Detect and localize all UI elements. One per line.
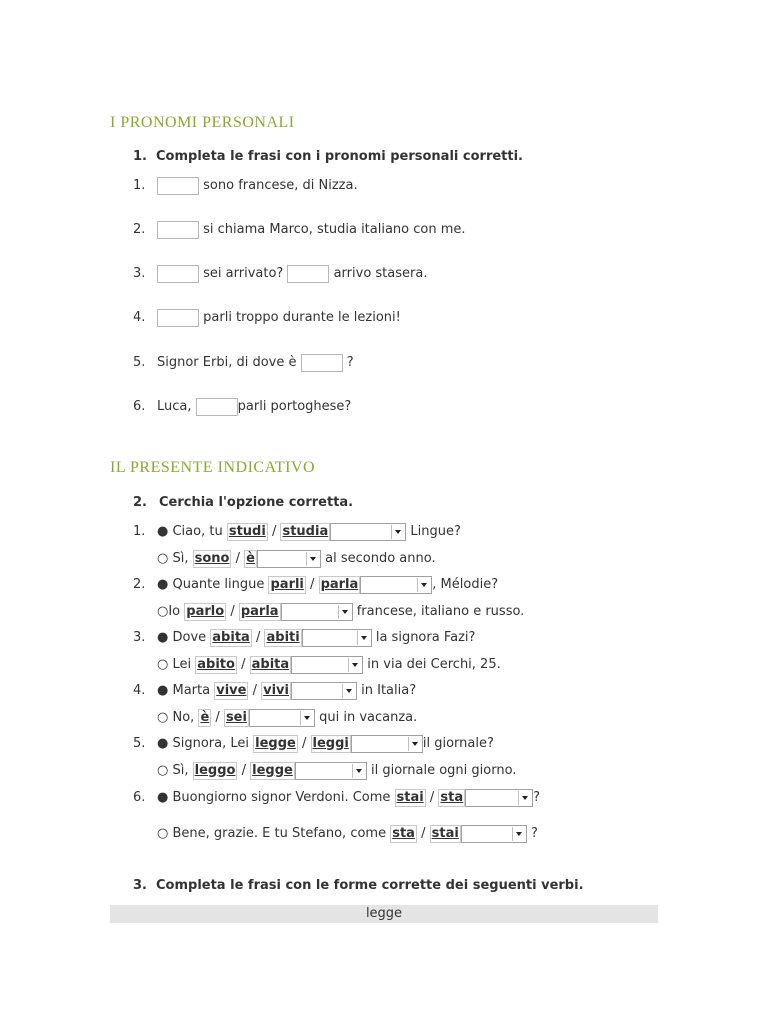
sentence-text: parli portoghese? — [237, 399, 352, 414]
option-b[interactable]: leggi — [312, 735, 349, 751]
verbs-bar: legge — [110, 905, 658, 923]
sentence-text: ○ Bene, grazie. E tu Stefano, come — [157, 826, 387, 841]
sentence-text: sei arrivato? — [203, 266, 284, 281]
option-a[interactable]: parlo — [186, 603, 225, 619]
item-number: 1. — [133, 524, 146, 539]
slash: / — [215, 710, 220, 725]
chevron-down-icon — [518, 791, 531, 805]
answer-input[interactable] — [157, 221, 199, 239]
sentence-text: parli troppo durante le lezioni! — [203, 310, 401, 325]
answer-dropdown[interactable] — [351, 735, 423, 753]
item-number: 5. — [133, 736, 146, 751]
option-a[interactable]: legge — [255, 735, 296, 751]
option-b[interactable]: legge — [252, 762, 293, 778]
option-b[interactable]: è — [246, 550, 255, 566]
option-a[interactable]: studi — [228, 523, 266, 539]
answer-dropdown[interactable] — [461, 825, 527, 843]
instruction-text: Completa le frasi con i pronomi personali corretti. — [156, 149, 523, 164]
sentence-text: ○ Sì, — [157, 763, 189, 778]
answer-input[interactable] — [157, 265, 199, 283]
sentence-text: arrivo stasera. — [333, 266, 428, 281]
sentence-text: Signor Erbi, di dove è — [157, 355, 297, 370]
chevron-down-icon — [352, 764, 365, 778]
option-b[interactable]: sta — [440, 789, 464, 805]
option-a[interactable]: parli — [270, 576, 304, 592]
answer-dropdown[interactable] — [330, 523, 406, 541]
sentence-text: si chiama Marco, studia italiano con me. — [203, 222, 466, 237]
slash: / — [252, 683, 257, 698]
option-a[interactable]: sta — [392, 825, 415, 841]
sentence-text: la signora Fazi? — [375, 630, 476, 645]
sentence-text: ○Io — [157, 604, 181, 619]
slash: / — [301, 736, 307, 751]
slash: / — [255, 630, 261, 645]
option-b[interactable]: vivi — [263, 682, 289, 698]
chevron-down-icon — [408, 737, 421, 751]
option-a[interactable]: sono — [194, 550, 230, 566]
answer-dropdown[interactable] — [465, 789, 533, 807]
sentence-text: ● Buongiorno signor Verdoni. Come — [157, 790, 391, 805]
answer-dropdown[interactable] — [295, 762, 367, 780]
item-number: 6. — [133, 399, 146, 414]
sentence-text: al secondo anno. — [325, 551, 436, 566]
sentence-text: ● Quante lingue — [157, 577, 265, 592]
item-number: 3. — [133, 630, 146, 645]
instruction-text: Completa le frasi con le forme corrette dei seguenti verbi. — [156, 878, 584, 893]
option-a[interactable]: vive — [216, 682, 247, 698]
answer-dropdown[interactable] — [291, 682, 357, 700]
sentence-text: ? — [530, 826, 538, 841]
exercise-3-instruction — [133, 878, 584, 893]
sentence-text: francese, italiano e russo. — [356, 604, 525, 619]
section-title-pronomi: I PRONOMI PERSONALI — [110, 114, 295, 131]
sentence-text: ○ No, — [157, 710, 195, 725]
chevron-down-icon — [512, 827, 525, 841]
option-b[interactable]: parla — [240, 603, 279, 619]
sentence-text: il giornale? — [422, 736, 494, 751]
answer-input[interactable] — [157, 309, 199, 327]
answer-dropdown[interactable] — [249, 709, 315, 727]
chevron-down-icon — [338, 605, 351, 619]
option-b[interactable]: studia — [282, 523, 329, 539]
option-b[interactable]: parla — [320, 576, 359, 592]
exercise-number: 3. — [133, 878, 147, 893]
slash: / — [421, 826, 426, 841]
exercise-2-instruction — [133, 495, 353, 510]
answer-dropdown[interactable] — [360, 576, 432, 594]
sentence-text: ? — [346, 355, 354, 370]
option-b[interactable]: sei — [225, 709, 247, 725]
instruction-text: Cerchia l'opzione corretta. — [159, 495, 354, 510]
sentence-text: ○ Lei — [157, 657, 192, 672]
slash: / — [429, 790, 435, 805]
chevron-down-icon — [342, 684, 355, 698]
sentence-text: il giornale ogni giorno. — [370, 763, 517, 778]
slash: / — [241, 657, 246, 672]
slash: / — [230, 604, 235, 619]
item-number: 1. — [133, 178, 146, 193]
answer-input[interactable] — [301, 354, 343, 372]
chevron-down-icon — [306, 552, 319, 566]
chevron-down-icon — [348, 658, 361, 672]
sentence-text: ● Dove — [157, 630, 207, 645]
item-number: 2. — [133, 222, 146, 237]
sentence-text: ● Marta — [157, 683, 211, 698]
option-a[interactable]: leggo — [194, 762, 236, 778]
answer-dropdown[interactable] — [291, 656, 363, 674]
sentence-text: qui in vacanza. — [319, 710, 418, 725]
answer-dropdown[interactable] — [281, 603, 353, 621]
slash: / — [271, 524, 277, 539]
exercise-1-instruction — [133, 149, 523, 164]
sentence-text: ● Ciao, tu — [157, 524, 223, 539]
answer-input[interactable] — [196, 398, 238, 416]
sentence-text: in via dei Cerchi, 25. — [367, 657, 501, 672]
item-number: 6. — [133, 790, 146, 805]
slash: / — [235, 551, 241, 566]
item-number: 4. — [133, 310, 146, 325]
sentence-text: sono francese, di Nizza. — [203, 178, 358, 193]
slash: / — [241, 763, 246, 778]
item-number: 2. — [133, 577, 146, 592]
exercise-number: 2. — [133, 495, 147, 510]
sentence-text: in Italia? — [361, 683, 417, 698]
option-a[interactable]: abito — [197, 656, 235, 672]
sentence-text: ? — [533, 790, 541, 805]
sentence-text: , Mélodie? — [432, 577, 499, 592]
option-a[interactable]: stai — [396, 789, 424, 805]
item-number: 5. — [133, 355, 146, 370]
answer-input[interactable] — [157, 177, 199, 195]
sentence-text: ● Signora, Lei — [157, 736, 249, 751]
chevron-down-icon — [300, 711, 313, 725]
sentence-text: Luca, — [157, 399, 192, 414]
chevron-down-icon — [357, 631, 370, 645]
sentence-text: ○ Sì, — [157, 551, 189, 566]
option-a[interactable]: abita — [212, 629, 250, 645]
item-number: 3. — [133, 266, 146, 281]
exercise-number: 1. — [133, 149, 147, 164]
option-a[interactable]: è — [200, 709, 210, 725]
option-b[interactable]: abita — [251, 656, 290, 672]
item-number: 4. — [133, 683, 146, 698]
chevron-down-icon — [417, 578, 430, 592]
option-b[interactable]: abiti — [266, 629, 300, 645]
chevron-down-icon — [391, 525, 404, 539]
section-title-presente: IL PRESENTE INDICATIVO — [110, 459, 316, 476]
option-b[interactable]: stai — [431, 825, 459, 841]
slash: / — [310, 577, 315, 592]
answer-dropdown[interactable] — [302, 629, 372, 647]
answer-input[interactable] — [287, 265, 329, 283]
sentence-text: Lingue? — [410, 524, 461, 539]
answer-dropdown[interactable] — [257, 550, 321, 568]
